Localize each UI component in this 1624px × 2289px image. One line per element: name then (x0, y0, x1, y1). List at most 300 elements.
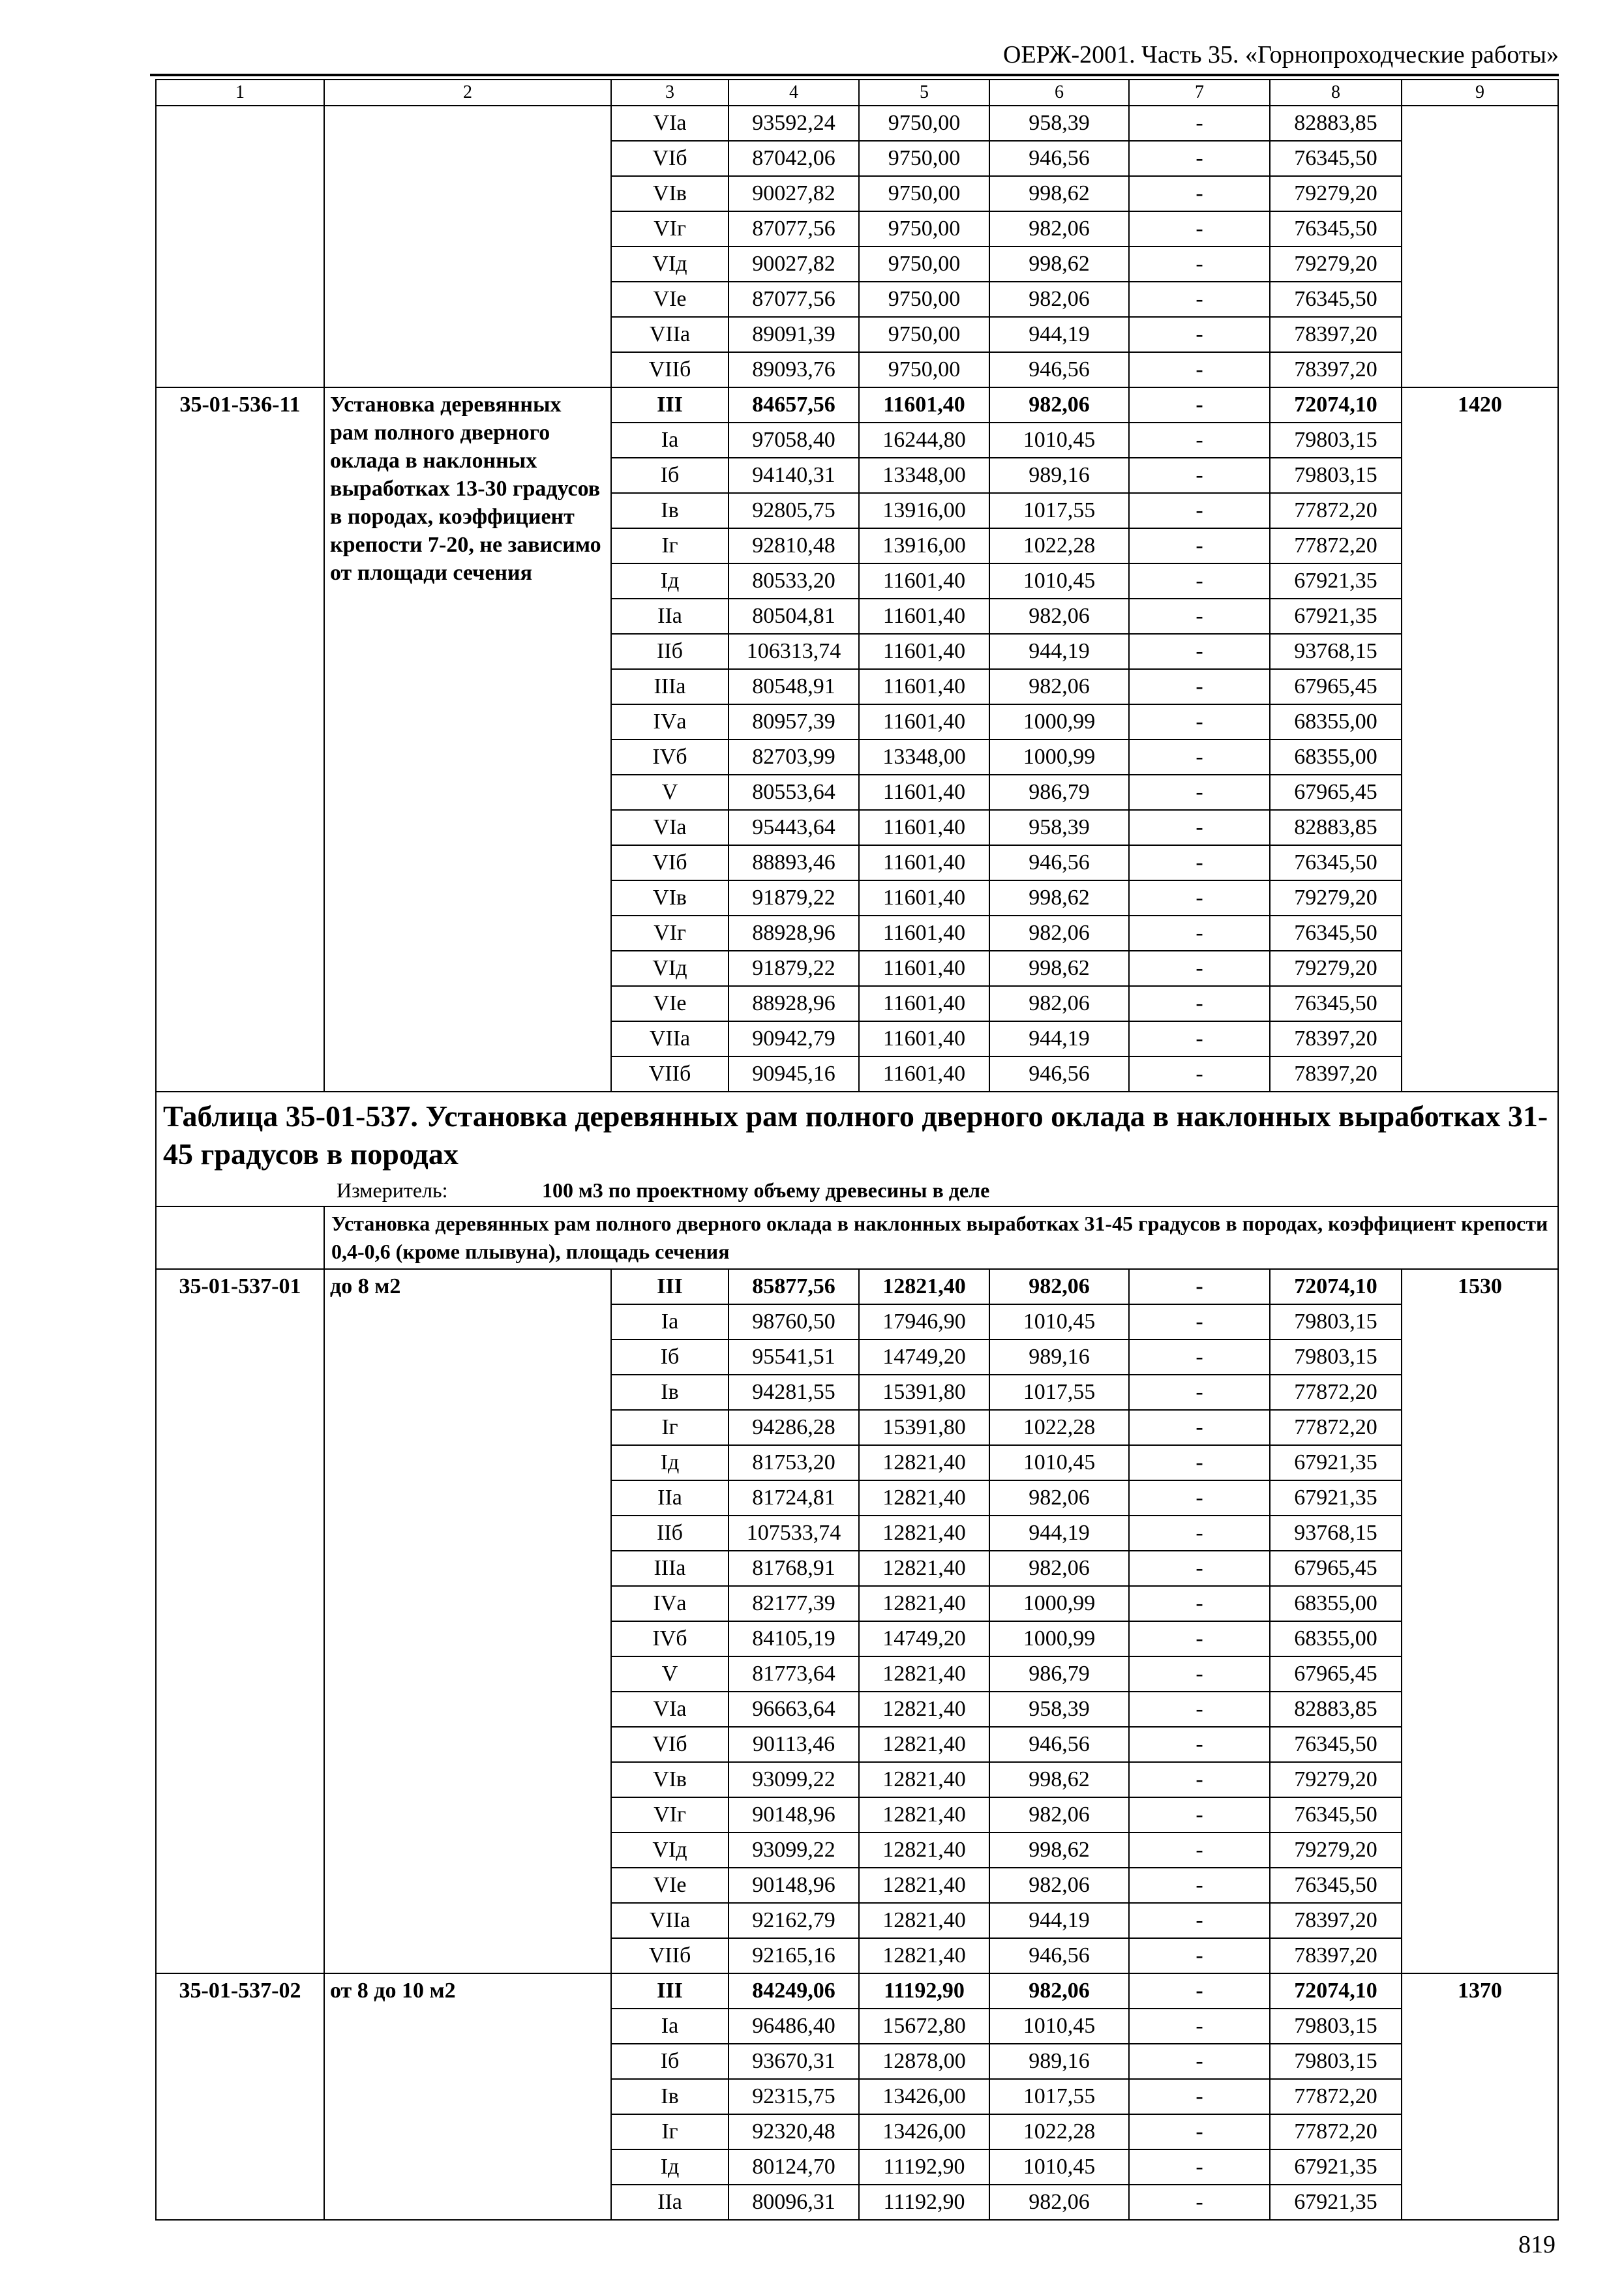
wages-cell: 9750,00 (859, 211, 989, 247)
zone-cell: Iг (611, 528, 729, 563)
machines-cell: 982,06 (989, 282, 1129, 317)
equipment-cell: 79279,20 (1270, 951, 1402, 986)
equipment-cell: 76345,50 (1270, 916, 1402, 951)
machines-cell: 1010,45 (989, 2149, 1129, 2185)
row-code: 35-01-536-11 (156, 387, 324, 1092)
subheading-spacer (156, 1206, 324, 1269)
wages-cell: 9750,00 (859, 282, 989, 317)
zone-cell: IVб (611, 1621, 729, 1656)
materials-cell: - (1129, 317, 1270, 352)
total-cost-cell: 96663,64 (729, 1692, 859, 1727)
wages-cell: 14749,20 (859, 1621, 989, 1656)
materials-cell: - (1129, 387, 1270, 423)
total-cost-cell: 93099,22 (729, 1833, 859, 1868)
total-cost-cell: 88928,96 (729, 986, 859, 1021)
machines-cell: 958,39 (989, 1692, 1129, 1727)
materials-cell: - (1129, 1056, 1270, 1092)
labor-cell: 1530 (1402, 1269, 1558, 1973)
total-cost-cell: 81768,91 (729, 1551, 859, 1586)
equipment-cell: 79279,20 (1270, 1762, 1402, 1797)
total-cost-cell: 82177,39 (729, 1586, 859, 1621)
equipment-cell: 78397,20 (1270, 1021, 1402, 1056)
equipment-cell: 68355,00 (1270, 1586, 1402, 1621)
machines-cell: 946,56 (989, 1938, 1129, 1973)
materials-cell: - (1129, 599, 1270, 634)
equipment-cell: 78397,20 (1270, 1903, 1402, 1938)
wages-cell: 13348,00 (859, 740, 989, 775)
machines-cell: 982,06 (989, 1973, 1129, 2009)
zone-cell: VIе (611, 1868, 729, 1903)
total-cost-cell: 92162,79 (729, 1903, 859, 1938)
total-cost-cell: 90027,82 (729, 176, 859, 211)
zone-cell: VIIб (611, 1938, 729, 1973)
machines-cell: 982,06 (989, 669, 1129, 704)
machines-cell: 998,62 (989, 880, 1129, 916)
zone-cell: VIе (611, 986, 729, 1021)
total-cost-cell: 87042,06 (729, 141, 859, 176)
wages-cell: 13348,00 (859, 458, 989, 493)
zone-cell: IIIа (611, 1551, 729, 1586)
wages-cell: 11601,40 (859, 563, 989, 599)
machines-cell: 946,56 (989, 141, 1129, 176)
materials-cell: - (1129, 1480, 1270, 1516)
zone-cell: VIб (611, 845, 729, 880)
materials-cell: - (1129, 916, 1270, 951)
zone-cell: Iв (611, 1375, 729, 1410)
wages-cell: 14749,20 (859, 1339, 989, 1375)
row-code: 35-01-537-02 (156, 1973, 324, 2220)
col-num: 3 (611, 80, 729, 106)
machines-cell: 1010,45 (989, 1304, 1129, 1339)
equipment-cell: 67921,35 (1270, 2185, 1402, 2220)
total-cost-cell: 93670,31 (729, 2044, 859, 2079)
wages-cell: 11601,40 (859, 387, 989, 423)
total-cost-cell: 89093,76 (729, 352, 859, 387)
wages-cell: 13426,00 (859, 2114, 989, 2149)
col-num: 5 (859, 80, 989, 106)
total-cost-cell: 82703,99 (729, 740, 859, 775)
equipment-cell: 77872,20 (1270, 493, 1402, 528)
equipment-cell: 67921,35 (1270, 2149, 1402, 2185)
wages-cell: 17946,90 (859, 1304, 989, 1339)
total-cost-cell: 80548,91 (729, 669, 859, 704)
zone-cell: Iб (611, 458, 729, 493)
total-cost-cell: 92315,75 (729, 2079, 859, 2114)
zone-cell: Iд (611, 1445, 729, 1480)
meter-label: Измеритель: (337, 1178, 448, 1202)
equipment-cell: 76345,50 (1270, 986, 1402, 1021)
wages-cell: 15391,80 (859, 1410, 989, 1445)
zone-cell: IIб (611, 1516, 729, 1551)
total-cost-cell: 80957,39 (729, 704, 859, 740)
equipment-cell: 78397,20 (1270, 1938, 1402, 1973)
wages-cell: 13916,00 (859, 493, 989, 528)
equipment-cell: 72074,10 (1270, 387, 1402, 423)
wages-cell: 13426,00 (859, 2079, 989, 2114)
equipment-cell: 77872,20 (1270, 1410, 1402, 1445)
materials-cell: - (1129, 1727, 1270, 1762)
equipment-cell: 79803,15 (1270, 1304, 1402, 1339)
wages-cell: 11601,40 (859, 775, 989, 810)
machines-cell: 989,16 (989, 458, 1129, 493)
total-cost-cell: 94281,55 (729, 1375, 859, 1410)
total-cost-cell: 90027,82 (729, 247, 859, 282)
wages-cell: 12821,40 (859, 1797, 989, 1833)
zone-cell: V (611, 775, 729, 810)
machines-cell: 1010,45 (989, 423, 1129, 458)
equipment-cell: 67921,35 (1270, 563, 1402, 599)
materials-cell: - (1129, 2044, 1270, 2079)
column-number-row (156, 80, 1558, 106)
materials-cell: - (1129, 1586, 1270, 1621)
equipment-cell: 68355,00 (1270, 740, 1402, 775)
materials-cell: - (1129, 1375, 1270, 1410)
equipment-cell: 79279,20 (1270, 880, 1402, 916)
materials-cell: - (1129, 1021, 1270, 1056)
equipment-cell: 67965,45 (1270, 1551, 1402, 1586)
wages-cell: 11601,40 (859, 951, 989, 986)
total-cost-cell: 91879,22 (729, 951, 859, 986)
zone-cell: IIа (611, 599, 729, 634)
row-description: до 8 м2 (324, 1269, 611, 1973)
equipment-cell: 67965,45 (1270, 1656, 1402, 1692)
machines-cell: 982,06 (989, 2185, 1129, 2220)
equipment-cell: 82883,85 (1270, 1692, 1402, 1727)
materials-cell: - (1129, 1797, 1270, 1833)
equipment-cell: 93768,15 (1270, 634, 1402, 669)
wages-cell: 12821,40 (859, 1868, 989, 1903)
zone-cell: Iг (611, 1410, 729, 1445)
wages-cell: 16244,80 (859, 423, 989, 458)
total-cost-cell: 90148,96 (729, 1797, 859, 1833)
equipment-cell: 78397,20 (1270, 1056, 1402, 1092)
equipment-cell: 67921,35 (1270, 1445, 1402, 1480)
equipment-cell: 76345,50 (1270, 845, 1402, 880)
total-cost-cell: 92320,48 (729, 2114, 859, 2149)
equipment-cell: 76345,50 (1270, 211, 1402, 247)
machines-cell: 982,06 (989, 599, 1129, 634)
total-cost-cell: 81753,20 (729, 1445, 859, 1480)
wages-cell: 12821,40 (859, 1833, 989, 1868)
labor-cell: 1420 (1402, 387, 1558, 1092)
zone-cell: Iа (611, 1304, 729, 1339)
zone-cell: Iб (611, 2044, 729, 2079)
zone-cell: VIв (611, 176, 729, 211)
total-cost-cell: 87077,56 (729, 282, 859, 317)
materials-cell: - (1129, 1304, 1270, 1339)
zone-cell: VIг (611, 211, 729, 247)
machines-cell: 1010,45 (989, 2009, 1129, 2044)
wages-cell: 9750,00 (859, 247, 989, 282)
materials-cell: - (1129, 1903, 1270, 1938)
machines-cell: 944,19 (989, 1516, 1129, 1551)
machines-cell: 982,06 (989, 986, 1129, 1021)
row-description: от 8 до 10 м2 (324, 1973, 611, 2220)
total-cost-cell: 81773,64 (729, 1656, 859, 1692)
equipment-cell: 76345,50 (1270, 1868, 1402, 1903)
wages-cell: 11601,40 (859, 986, 989, 1021)
total-cost-cell: 90942,79 (729, 1021, 859, 1056)
table-title: Таблица 35-01-537. Установка деревянных рам полного дверного оклада в наклонных выработках 31-45 градусов в породах (163, 1100, 1548, 1171)
materials-cell: - (1129, 493, 1270, 528)
equipment-cell: 79803,15 (1270, 423, 1402, 458)
equipment-cell: 77872,20 (1270, 1375, 1402, 1410)
zone-cell: VIб (611, 1727, 729, 1762)
materials-cell: - (1129, 1551, 1270, 1586)
total-cost-cell: 106313,74 (729, 634, 859, 669)
machines-cell: 1017,55 (989, 2079, 1129, 2114)
machines-cell: 946,56 (989, 352, 1129, 387)
machines-cell: 989,16 (989, 1339, 1129, 1375)
machines-cell: 982,06 (989, 1551, 1129, 1586)
machines-cell: 1022,28 (989, 1410, 1129, 1445)
equipment-cell: 76345,50 (1270, 282, 1402, 317)
zone-cell: III (611, 1973, 729, 2009)
wages-cell: 11601,40 (859, 916, 989, 951)
equipment-cell: 76345,50 (1270, 1727, 1402, 1762)
table-row (156, 106, 1558, 141)
zone-cell: IVб (611, 740, 729, 775)
equipment-cell: 77872,20 (1270, 528, 1402, 563)
machines-cell: 944,19 (989, 1021, 1129, 1056)
materials-cell: - (1129, 563, 1270, 599)
equipment-cell: 68355,00 (1270, 1621, 1402, 1656)
machines-cell: 998,62 (989, 1762, 1129, 1797)
total-cost-cell: 90945,16 (729, 1056, 859, 1092)
zone-cell: VIIа (611, 1903, 729, 1938)
total-cost-cell: 98760,50 (729, 1304, 859, 1339)
materials-cell: - (1129, 2114, 1270, 2149)
materials-cell: - (1129, 1339, 1270, 1375)
zone-cell: VIа (611, 106, 729, 141)
total-cost-cell: 80553,64 (729, 775, 859, 810)
table-title-row (156, 1092, 1558, 1206)
wages-cell: 11601,40 (859, 599, 989, 634)
zone-cell: VIг (611, 916, 729, 951)
materials-cell: - (1129, 528, 1270, 563)
materials-cell: - (1129, 634, 1270, 669)
total-cost-cell: 80124,70 (729, 2149, 859, 2185)
wages-cell: 15672,80 (859, 2009, 989, 2044)
machines-cell: 998,62 (989, 951, 1129, 986)
machines-cell: 946,56 (989, 1056, 1129, 1092)
equipment-cell: 67921,35 (1270, 599, 1402, 634)
zone-cell: Iд (611, 563, 729, 599)
equipment-cell: 79803,15 (1270, 2044, 1402, 2079)
wages-cell: 12821,40 (859, 1727, 989, 1762)
materials-cell: - (1129, 1692, 1270, 1727)
wages-cell: 12821,40 (859, 1586, 989, 1621)
machines-cell: 982,06 (989, 1269, 1129, 1304)
materials-cell: - (1129, 1621, 1270, 1656)
machines-cell: 989,16 (989, 2044, 1129, 2079)
machines-cell: 1000,99 (989, 1621, 1129, 1656)
machines-cell: 1022,28 (989, 2114, 1129, 2149)
total-cost-cell: 95541,51 (729, 1339, 859, 1375)
machines-cell: 982,06 (989, 387, 1129, 423)
zone-cell: Iв (611, 493, 729, 528)
zone-cell: III (611, 1269, 729, 1304)
zone-cell: V (611, 1656, 729, 1692)
materials-cell: - (1129, 775, 1270, 810)
col-num: 2 (324, 80, 611, 106)
machines-cell: 1000,99 (989, 1586, 1129, 1621)
zone-cell: VIд (611, 951, 729, 986)
wages-cell: 12878,00 (859, 2044, 989, 2079)
materials-cell: - (1129, 211, 1270, 247)
equipment-cell: 82883,85 (1270, 810, 1402, 845)
zone-cell: VIд (611, 1833, 729, 1868)
table-row (156, 1269, 1558, 1304)
wages-cell: 15391,80 (859, 1375, 989, 1410)
materials-cell: - (1129, 810, 1270, 845)
total-cost-cell: 107533,74 (729, 1516, 859, 1551)
machines-cell: 958,39 (989, 810, 1129, 845)
labor-cell (1402, 106, 1558, 387)
materials-cell: - (1129, 1445, 1270, 1480)
equipment-cell: 67921,35 (1270, 1480, 1402, 1516)
equipment-cell: 79279,20 (1270, 176, 1402, 211)
total-cost-cell: 94286,28 (729, 1410, 859, 1445)
zone-cell: VIа (611, 810, 729, 845)
materials-cell: - (1129, 951, 1270, 986)
wages-cell: 12821,40 (859, 1269, 989, 1304)
zone-cell: VIIа (611, 317, 729, 352)
zone-cell: Iа (611, 423, 729, 458)
wages-cell: 12821,40 (859, 1692, 989, 1727)
zone-cell: Iг (611, 2114, 729, 2149)
materials-cell: - (1129, 740, 1270, 775)
wages-cell: 11192,90 (859, 2185, 989, 2220)
wages-cell: 12821,40 (859, 1551, 989, 1586)
total-cost-cell: 90148,96 (729, 1868, 859, 1903)
total-cost-cell: 84657,56 (729, 387, 859, 423)
running-title: ОЕРЖ-2001. Часть 35. «Горнопроходческие работы» (1003, 41, 1559, 68)
machines-cell: 944,19 (989, 634, 1129, 669)
total-cost-cell: 88928,96 (729, 916, 859, 951)
total-cost-cell: 81724,81 (729, 1480, 859, 1516)
machines-cell: 982,06 (989, 1797, 1129, 1833)
zone-cell: VIIб (611, 1056, 729, 1092)
equipment-cell: 82883,85 (1270, 106, 1402, 141)
equipment-cell: 93768,15 (1270, 1516, 1402, 1551)
machines-cell: 986,79 (989, 775, 1129, 810)
labor-cell: 1370 (1402, 1973, 1558, 2220)
wages-cell: 9750,00 (859, 141, 989, 176)
materials-cell: - (1129, 352, 1270, 387)
zone-cell: VIд (611, 247, 729, 282)
materials-cell: - (1129, 1833, 1270, 1868)
row-description (324, 106, 611, 387)
materials-cell: - (1129, 1973, 1270, 2009)
equipment-cell: 78397,20 (1270, 352, 1402, 387)
total-cost-cell: 80096,31 (729, 2185, 859, 2220)
wages-cell: 12821,40 (859, 1938, 989, 1973)
equipment-cell: 79803,15 (1270, 1339, 1402, 1375)
total-cost-cell: 89091,39 (729, 317, 859, 352)
materials-cell: - (1129, 1269, 1270, 1304)
machines-cell: 1000,99 (989, 704, 1129, 740)
wages-cell: 12821,40 (859, 1516, 989, 1551)
machines-cell: 1022,28 (989, 528, 1129, 563)
subheading-cell: Установка деревянных рам полного дверного оклада в наклонных выработках 31-45 градусов в породах, коэффициент крепости 0,4-0,6 (кроме плывуна), площадь сечения (324, 1206, 1558, 1269)
wages-cell: 11601,40 (859, 669, 989, 704)
machines-cell: 998,62 (989, 176, 1129, 211)
zone-cell: VIв (611, 880, 729, 916)
machines-cell: 1010,45 (989, 1445, 1129, 1480)
machines-cell: 998,62 (989, 247, 1129, 282)
machines-cell: 946,56 (989, 845, 1129, 880)
wages-cell: 12821,40 (859, 1480, 989, 1516)
wages-cell: 11601,40 (859, 880, 989, 916)
zone-cell: VIб (611, 141, 729, 176)
zone-cell: IVа (611, 1586, 729, 1621)
total-cost-cell: 93099,22 (729, 1762, 859, 1797)
equipment-cell: 78397,20 (1270, 317, 1402, 352)
meter-line (163, 1177, 1551, 1203)
zone-cell: IVа (611, 704, 729, 740)
wages-cell: 12821,40 (859, 1656, 989, 1692)
machines-cell: 986,79 (989, 1656, 1129, 1692)
wages-cell: 11192,90 (859, 2149, 989, 2185)
materials-cell: - (1129, 1868, 1270, 1903)
page-number: 819 (1518, 2231, 1556, 2258)
wages-cell: 11601,40 (859, 704, 989, 740)
machines-cell: 944,19 (989, 317, 1129, 352)
materials-cell: - (1129, 669, 1270, 704)
total-cost-cell: 90113,46 (729, 1727, 859, 1762)
wages-cell: 9750,00 (859, 106, 989, 141)
zone-cell: VIе (611, 282, 729, 317)
materials-cell: - (1129, 247, 1270, 282)
equipment-cell: 76345,50 (1270, 141, 1402, 176)
total-cost-cell: 84105,19 (729, 1621, 859, 1656)
equipment-cell: 72074,10 (1270, 1973, 1402, 2009)
wages-cell: 11601,40 (859, 845, 989, 880)
subheading-row (156, 1206, 1558, 1269)
col-num: 8 (1270, 80, 1402, 106)
col-num: 4 (729, 80, 859, 106)
wages-cell: 11192,90 (859, 1973, 989, 2009)
machines-cell: 958,39 (989, 106, 1129, 141)
zone-cell: VIIа (611, 1021, 729, 1056)
wages-cell: 9750,00 (859, 176, 989, 211)
zone-cell: VIа (611, 1692, 729, 1727)
machines-cell: 982,06 (989, 916, 1129, 951)
zone-cell: III (611, 387, 729, 423)
row-code: 35-01-537-01 (156, 1269, 324, 1973)
materials-cell: - (1129, 1762, 1270, 1797)
machines-cell: 982,06 (989, 1480, 1129, 1516)
meter-value: 100 м3 по проектному объему древесины в деле (542, 1178, 990, 1202)
row-description: Установка деревянных рам полного дверного оклада в наклонных выработках 13-30 градусов в породах, коэффициент крепости 7-20, не зависимо от площади сечения (324, 387, 611, 1092)
col-num: 6 (989, 80, 1129, 106)
wages-cell: 11601,40 (859, 1021, 989, 1056)
col-num: 9 (1402, 80, 1558, 106)
materials-cell: - (1129, 2079, 1270, 2114)
equipment-cell: 76345,50 (1270, 1797, 1402, 1833)
total-cost-cell: 92165,16 (729, 1938, 859, 1973)
table-row (156, 387, 1558, 423)
zone-cell: Iв (611, 2079, 729, 2114)
wages-cell: 9750,00 (859, 352, 989, 387)
total-cost-cell: 93592,24 (729, 106, 859, 141)
materials-cell: - (1129, 2149, 1270, 2185)
materials-cell: - (1129, 986, 1270, 1021)
wages-cell: 11601,40 (859, 634, 989, 669)
running-header (150, 36, 1559, 76)
wages-cell: 13916,00 (859, 528, 989, 563)
